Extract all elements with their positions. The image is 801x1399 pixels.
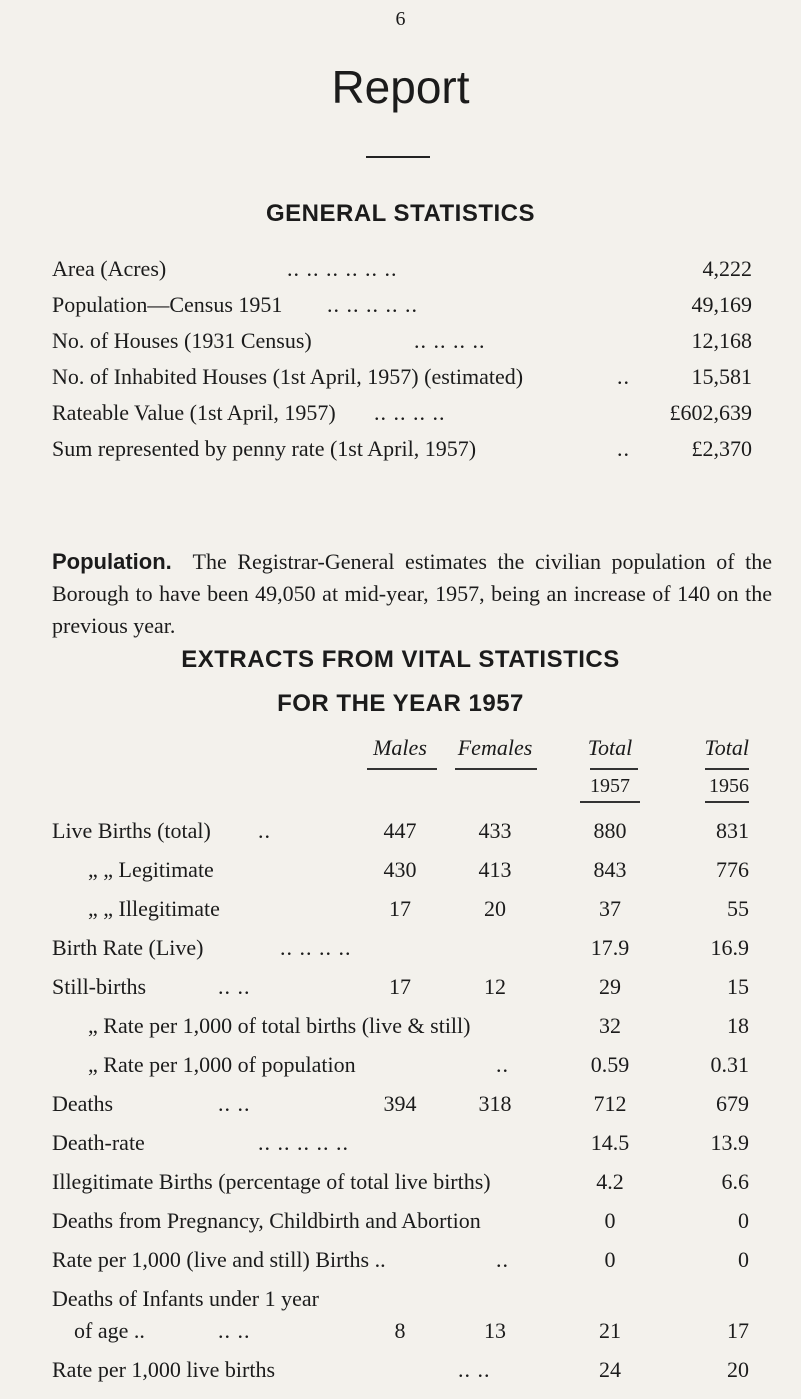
row-label: „ Rate per 1,000 of population: [88, 1052, 356, 1077]
year-1957: 1957: [590, 775, 630, 797]
cell-total-1956: 0.31: [710, 1052, 749, 1077]
population-text: The Registrar-General estimates the civilian population of the Borough to have been 49,050 at mid-year, 1957, being an increase of 140 on the previous year.: [52, 549, 772, 638]
row-label: of age ..: [74, 1318, 145, 1343]
cell-total-1957: 712: [593, 1091, 627, 1116]
table-row: [0, 818, 801, 852]
title-rule: [366, 156, 430, 158]
females-underline: [455, 768, 537, 770]
cell-total-1957: 37: [599, 896, 621, 921]
cell-females: 20: [484, 896, 506, 921]
gs-label: No. of Inhabited Houses (1st April, 1957) (estimated): [52, 364, 524, 389]
cell-total-1956: 17: [727, 1318, 749, 1343]
cell-males: 447: [383, 818, 417, 843]
cell-males: 17: [389, 974, 411, 999]
row-leader: ..: [496, 1052, 509, 1077]
row-label: „ „ Legitimate: [88, 857, 214, 882]
cell-total-1956: 15: [727, 974, 749, 999]
row-label: Deaths from Pregnancy, Childbirth and Abortion: [52, 1208, 481, 1233]
row-leader: .. ..: [458, 1357, 491, 1382]
cell-males: 430: [383, 857, 417, 882]
gs-leader: ..: [617, 436, 630, 461]
table-row: [0, 1169, 801, 1203]
cell-total-1956: 6.6: [721, 1169, 749, 1194]
cell-total-1956: 831: [716, 818, 749, 843]
row-leader: .. .. .. ..: [280, 935, 352, 960]
cell-total-1957: 0: [604, 1208, 616, 1233]
cell-females: 433: [478, 818, 512, 843]
cell-total-1957: 14.5: [590, 1130, 630, 1155]
gs-row-inhabited-houses: [52, 364, 752, 398]
cell-total-1956: 0: [738, 1247, 749, 1272]
total-1956-underline: [705, 768, 749, 770]
cell-total-1957: 21: [599, 1318, 621, 1343]
table-row: [0, 857, 801, 891]
row-label: Live Births (total): [52, 818, 211, 843]
gs-value: 15,581: [691, 364, 752, 389]
row-leader: .. ..: [218, 974, 251, 999]
gs-label: No. of Houses (1931 Census): [52, 328, 312, 353]
col-total-1956: Total: [704, 735, 749, 760]
row-label: „ Rate per 1,000 of total births (live & still): [88, 1013, 471, 1038]
row-leader: .. ..: [218, 1091, 251, 1116]
gs-label: Rateable Value (1st April, 1957): [52, 400, 336, 425]
row-label: Rate per 1,000 live births: [52, 1357, 276, 1382]
gs-value: 12,168: [691, 328, 752, 353]
page-number: 6: [395, 8, 406, 30]
gs-row-houses: [52, 328, 752, 362]
cell-males: 8: [394, 1318, 406, 1343]
gs-leader: .. .. .. .. .. ..: [287, 256, 398, 281]
cell-males: 394: [383, 1091, 417, 1116]
cell-total-1957: 880: [593, 818, 627, 843]
table-row: [0, 896, 801, 930]
cell-total-1957: 32: [599, 1013, 621, 1038]
cell-total-1957: 0.59: [590, 1052, 630, 1077]
gs-leader: .. .. .. .. ..: [327, 292, 418, 317]
gs-row-rateable-value: [52, 400, 752, 434]
cell-females: 318: [478, 1091, 512, 1116]
cell-total-1957: 24: [599, 1357, 621, 1382]
gs-row-population: [52, 292, 752, 326]
cell-total-1957: 843: [593, 857, 627, 882]
cell-total-1957: 29: [599, 974, 621, 999]
gs-row-penny-rate: [52, 436, 752, 470]
population-paragraph: [52, 546, 772, 642]
cell-females: 413: [478, 857, 512, 882]
year-1956-underline: [705, 801, 749, 803]
row-leader: .. .. .. .. ..: [258, 1130, 349, 1155]
cell-males: 17: [389, 896, 411, 921]
table-row: [0, 1286, 801, 1320]
population-lead: Population.: [52, 549, 172, 574]
report-title: Report: [331, 61, 470, 113]
row-leader: ..: [496, 1247, 509, 1272]
row-label: „ „ Illegitimate: [88, 896, 220, 921]
vital-statistics-heading: EXTRACTS FROM VITAL STATISTICS: [181, 646, 620, 673]
year-1957-underline: [580, 801, 640, 803]
gs-leader: ..: [617, 364, 630, 389]
cell-females: 13: [484, 1318, 506, 1343]
gs-label: Area (Acres): [52, 256, 167, 281]
gs-label: Population—Census 1951: [52, 292, 283, 317]
cell-total-1956: 0: [738, 1208, 749, 1233]
gs-leader: .. .. .. ..: [374, 400, 446, 425]
gs-value: 4,222: [702, 256, 752, 281]
col-total-1957: Total: [587, 735, 633, 760]
table-row: [0, 1052, 801, 1086]
table-row: [0, 1013, 801, 1047]
col-males: Males: [373, 735, 427, 760]
table-row: [0, 1091, 801, 1125]
cell-total-1956: 679: [716, 1091, 749, 1116]
row-leader: .. ..: [218, 1318, 251, 1343]
table-row: [0, 1208, 801, 1242]
gs-value: £2,370: [691, 436, 752, 461]
vital-statistics-subheading: FOR THE YEAR 1957: [277, 690, 524, 717]
total-1957-underline: [590, 768, 638, 770]
row-leader: ..: [258, 818, 271, 843]
row-label: Birth Rate (Live): [52, 935, 204, 960]
table-row: [0, 1357, 801, 1391]
table-row: [0, 974, 801, 1008]
row-label: Rate per 1,000 (live and still) Births ..: [52, 1247, 386, 1272]
year-1956: 1956: [709, 775, 749, 797]
gs-row-area: [52, 256, 752, 290]
row-label: Still-births: [52, 974, 147, 999]
table-row: [0, 1130, 801, 1164]
row-label: Illegitimate Births (percentage of total live births): [52, 1169, 491, 1194]
table-row: [0, 1247, 801, 1281]
cell-total-1957: 17.9: [590, 935, 630, 960]
cell-total-1957: 4.2: [596, 1169, 624, 1194]
cell-total-1956: 13.9: [710, 1130, 749, 1155]
cell-total-1957: 0: [604, 1247, 616, 1272]
cell-total-1956: 776: [716, 857, 749, 882]
gs-leader: .. .. .. ..: [414, 328, 486, 353]
table-row: [0, 935, 801, 969]
table-row: [0, 1318, 801, 1352]
row-label: Deaths: [52, 1091, 114, 1116]
gs-value: £602,639: [669, 400, 752, 425]
col-females: Females: [457, 735, 533, 760]
cell-total-1956: 20: [727, 1357, 749, 1382]
cell-total-1956: 18: [727, 1013, 749, 1038]
cell-total-1956: 16.9: [710, 935, 749, 960]
cell-total-1956: 55: [727, 896, 749, 921]
males-underline: [367, 768, 437, 770]
cell-females: 12: [484, 974, 506, 999]
row-label: Deaths of Infants under 1 year: [52, 1286, 319, 1311]
gs-value: 49,169: [691, 292, 752, 317]
gs-label: Sum represented by penny rate (1st April, 1957): [52, 436, 477, 461]
general-statistics-heading: GENERAL STATISTICS: [265, 200, 535, 227]
row-label: Death-rate: [52, 1130, 145, 1155]
